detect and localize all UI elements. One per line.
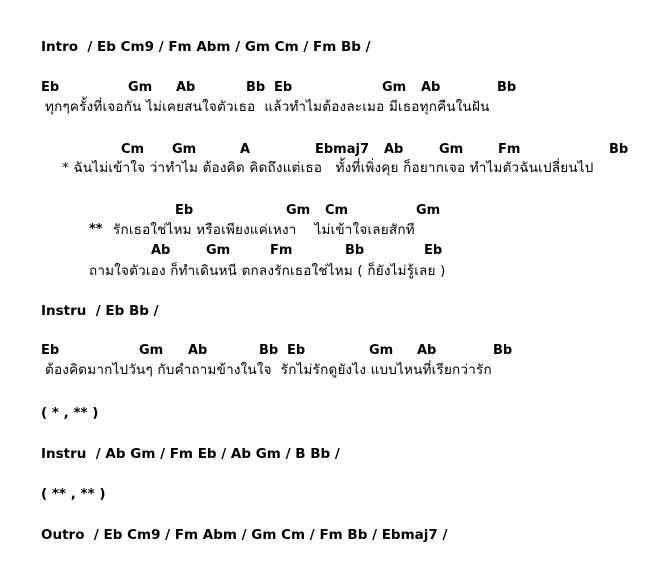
chord: Ab xyxy=(384,142,404,157)
lyric-line: * ฉันไม่เข้าใจ ว่าทำไม ต้องคิด คิดถึงแต่เธอ ทั้งที่เพิ่งคุย ก็อยากเจอ ทำไมตัวฉันเปลี่ยนไป xyxy=(62,160,594,176)
instru-line: Instru / Eb Bb / xyxy=(41,303,159,319)
chord: Eb xyxy=(175,203,194,218)
lyric-line: รักเธอใช่ไหม หรือเพียงแค่เหงา ไม่เข้าใจเลยสักที xyxy=(113,222,415,238)
chord: Ebmaj7 xyxy=(315,142,370,157)
chord: Ab xyxy=(151,243,171,258)
lyric-line: ทุกๆครั้งที่เจอกัน ไม่เคยสนใจตัวเธอ แล้วทำไมต้องละเมอ มีเธอทุกคืนในฝัน xyxy=(45,99,490,115)
chord: Bb xyxy=(609,142,629,157)
chord: Eb xyxy=(287,343,306,358)
chorus-marker: ** xyxy=(89,222,103,237)
chord: Gm xyxy=(382,80,407,95)
chord: Fm xyxy=(498,142,521,157)
intro-line: Intro / Eb Cm9 / Fm Abm / Gm Cm / Fm Bb / xyxy=(41,39,371,55)
chord: Eb xyxy=(424,243,443,258)
chord: A xyxy=(240,142,251,157)
chord: Gm xyxy=(139,343,164,358)
chord: Gm xyxy=(439,142,464,157)
chord: Gm xyxy=(286,203,311,218)
chord: Fm xyxy=(270,243,293,258)
lyric-line: ต้องคิดมากไปวันๆ กับคำถามข้างในใจ รักไม่รักดูยังไง แบบไหนที่เรียกว่ารัก xyxy=(45,362,492,378)
chord: Bb xyxy=(497,80,517,95)
chord: Gm xyxy=(128,80,153,95)
chord: Bb xyxy=(493,343,513,358)
chord: Ab xyxy=(421,80,441,95)
chord: Bb xyxy=(259,343,279,358)
chord: Eb xyxy=(41,80,60,95)
chord: Ab xyxy=(176,80,196,95)
chord: Bb xyxy=(246,80,266,95)
repeat-marker: ( * , ** ) xyxy=(41,405,99,421)
chord: Bb xyxy=(345,243,365,258)
instru-line: Instru / Ab Gm / Fm Eb / Ab Gm / B Bb / xyxy=(41,446,340,462)
chord: Eb xyxy=(274,80,293,95)
lyric-line: ถามใจตัวเอง ก็ทำเดินหนี ตกลงรักเธอใช่ไหม ( ก็ยังไม่รู้เลย ) xyxy=(89,263,446,279)
chord: Gm xyxy=(206,243,231,258)
chord: Cm xyxy=(121,142,145,157)
chord: Ab xyxy=(417,343,437,358)
chord: Cm xyxy=(325,203,349,218)
chord: Gm xyxy=(416,203,441,218)
chord: Ab xyxy=(188,343,208,358)
chord: Gm xyxy=(172,142,197,157)
outro-line: Outro / Eb Cm9 / Fm Abm / Gm Cm / Fm Bb / Ebmaj7 / xyxy=(41,527,448,543)
repeat-marker: ( ** , ** ) xyxy=(41,486,106,502)
chord: Gm xyxy=(369,343,394,358)
chord: Eb xyxy=(41,343,60,358)
